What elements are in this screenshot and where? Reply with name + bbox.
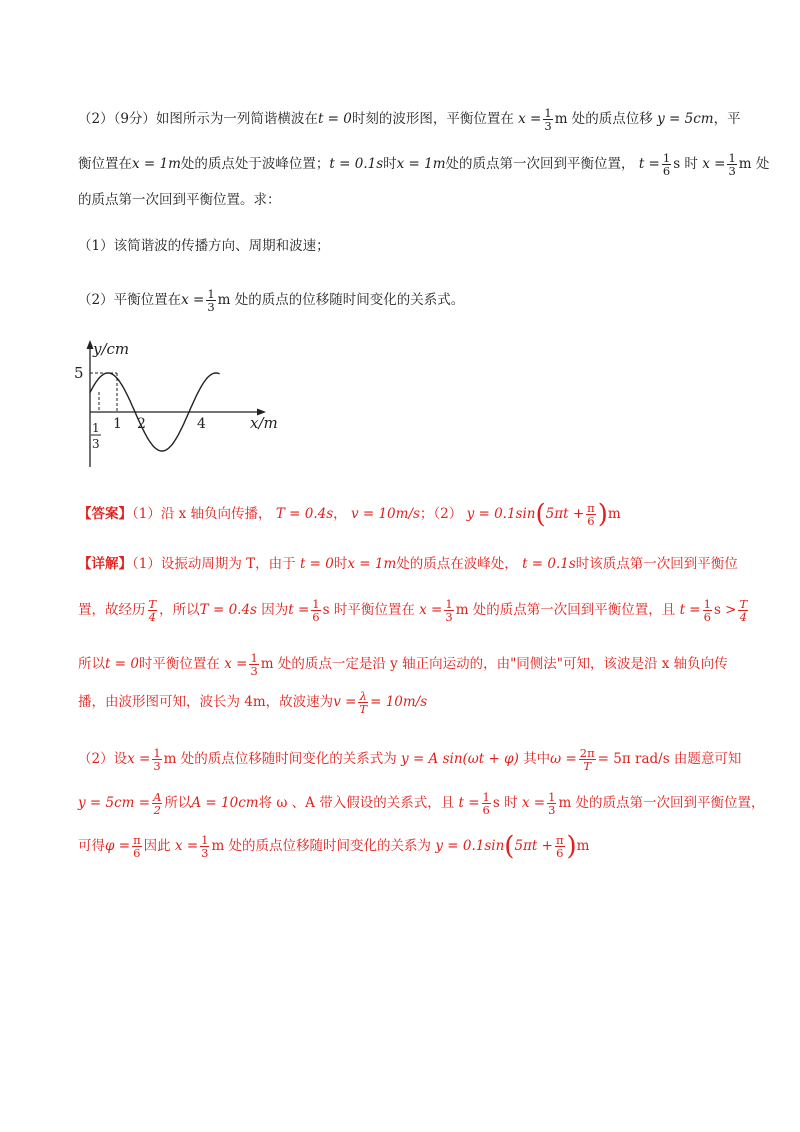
fraction: $\frac{1}{6}$: [703, 597, 711, 624]
math: x = 1m: [347, 556, 397, 572]
fraction: $\frac{\lambda}{T}$: [359, 689, 368, 716]
math: t = 0.1s: [329, 156, 384, 172]
text: m: [576, 838, 590, 854]
fraction: $\frac{\pi}{6}$: [555, 833, 564, 860]
math: y = 0.1sin: [435, 838, 505, 854]
text: 衡位置在: [78, 156, 132, 172]
detail-line-3: [78, 652, 728, 677]
math: v =: [333, 694, 357, 710]
text: 所以: [164, 795, 192, 811]
text: （2）平衡位置在: [78, 292, 182, 308]
math: x =: [518, 111, 542, 127]
math: 5πt +: [545, 506, 585, 522]
text: m 处的质点第一次回到平衡位置，且: [455, 602, 676, 618]
detail-line-1: [78, 554, 738, 574]
text: 其中: [523, 751, 551, 767]
fraction: $\frac{2\pi}{T}$: [579, 746, 595, 773]
x-axis-label: x/m: [250, 414, 278, 432]
math: x =: [521, 795, 546, 811]
tick-4: 4: [197, 416, 206, 432]
text: 可得: [78, 838, 105, 854]
text: 处的质点第一次回到平衡位置，: [445, 156, 635, 172]
math: t =: [458, 795, 480, 811]
text: 时: [383, 156, 397, 172]
math: x =: [127, 751, 151, 767]
question-part-2: [78, 288, 464, 313]
text: 处的质点在波峰处，: [396, 556, 518, 572]
text: （1）该简谐波的传播方向、周期和波速；: [78, 238, 330, 254]
question-line-3: [78, 190, 281, 210]
text: ，平: [713, 111, 741, 127]
text: m 处的质点位移随时间变化的关系式为: [163, 751, 397, 767]
math: t =: [638, 156, 660, 172]
wave-figure: [60, 332, 300, 472]
math: v = 10m/s: [350, 506, 420, 522]
text: 时该质点第一次回到平衡位: [575, 556, 738, 572]
math: x = 1m: [396, 156, 446, 172]
math: φ =: [105, 838, 131, 854]
text: （1）沿 x 轴负向传播，: [132, 506, 272, 522]
text: 置，故经历: [78, 602, 146, 618]
detail-tag: 【详解】: [78, 556, 132, 572]
text: （1）设振动周期为 T，由于: [132, 556, 296, 572]
text: 因此: [143, 838, 171, 854]
math: = 10m/s: [370, 694, 428, 710]
text: 的质点第一次回到平衡位置。求：: [78, 192, 281, 208]
fraction: $\frac{T}{4}$: [148, 597, 157, 624]
fraction: $\frac{1}{3}$: [250, 651, 258, 678]
detail-line-7: 可得φ = $\frac{\pi}{6}$ 因此 x = $\frac{1}{3}$ m 处的质点位移随时间变化的关系为 y = 0.1sin(5πt + $\frac{\pi}{6}$ )m: [78, 831, 590, 862]
math: t =: [288, 602, 310, 618]
question-part-1: [78, 236, 330, 256]
fraction: $\frac{\pi}{6}$: [587, 501, 595, 528]
answer-line: 【答案】（1）沿 x 轴负向传播， T = 0.4s， v = 10m/s；（2） y = 0.1sin(5πt + $\frac{\pi}{6}$ )m: [78, 499, 621, 530]
math: y = A sin(ωt + φ): [401, 751, 519, 767]
text: m 处: [738, 156, 770, 172]
math: T = 0.4s: [275, 506, 334, 522]
text: ；（2）: [419, 506, 463, 522]
text: 时刻的波形图，平衡位置在: [351, 111, 514, 127]
text: 时: [333, 556, 348, 572]
math: x =: [702, 156, 726, 172]
fraction: $\frac{1}{3}$: [201, 833, 209, 860]
text: 因为: [261, 602, 289, 618]
fraction: $\frac{1}{3}$: [544, 106, 552, 133]
fraction: $\frac{1}{3}$: [207, 287, 215, 314]
fraction: $\frac{1}{6}$: [312, 597, 320, 624]
math: y = 5cm =: [78, 795, 151, 811]
answer-tag: 【答案】: [78, 506, 132, 522]
math: t =: [679, 602, 701, 618]
text: s 时: [673, 156, 698, 172]
text: s >: [713, 602, 737, 618]
fraction: $\frac{1}{3}$: [445, 597, 453, 624]
math: x =: [419, 602, 443, 618]
amplitude-label: 5: [74, 364, 84, 382]
text: = 5π rad/s 由题意可知: [597, 751, 742, 767]
text: 处的质点处于波峰位置；: [180, 156, 330, 172]
text: 时平衡位置在: [138, 656, 220, 672]
text: m 处的质点第一次回到平衡位置，: [558, 795, 765, 811]
text: ，所以: [159, 602, 200, 618]
tick-1: 1: [113, 416, 122, 432]
fraction: $\frac{1}{3}$: [153, 746, 161, 773]
detail-line-6: [78, 791, 765, 816]
text: m 处的质点的位移随时间变化的关系式。: [217, 292, 465, 308]
math: y = 5cm: [657, 111, 714, 127]
fraction: $\frac{\pi}{6}$: [133, 833, 141, 860]
question-line-1: [78, 107, 741, 132]
text: m 处的质点位移随时间变化的关系为: [211, 838, 432, 854]
math: x =: [181, 292, 205, 308]
text: 将 ω 、A 带入假设的关系式，且: [258, 795, 455, 811]
tick-third-den: 3: [92, 437, 100, 451]
math: t = 0: [317, 111, 352, 127]
text: （2）（9分）如图所示为一列简谐横波在: [78, 111, 318, 127]
text: m 处的质点一定是沿 y 轴正向运动的，由"同侧法"可知，该波是沿 x 轴负向传: [260, 656, 728, 672]
question-line-2: [78, 152, 769, 177]
detail-line-4: [78, 690, 427, 715]
text: m: [607, 506, 621, 522]
detail-line-5: [78, 747, 741, 772]
math: x =: [174, 838, 199, 854]
fraction: $\frac{1}{6}$: [482, 790, 490, 817]
text: （2）设: [78, 751, 128, 767]
math: x =: [224, 656, 248, 672]
fraction: $\frac{1}{3}$: [728, 151, 736, 178]
math: 5πt +: [514, 838, 553, 854]
math: t = 0.1s: [522, 556, 576, 572]
math: ω =: [550, 751, 577, 767]
math: y = 0.1sin: [466, 506, 536, 522]
tick-third-num: 1: [92, 421, 100, 435]
text: m 处的质点位移: [554, 111, 653, 127]
fraction: $\frac{1}{6}$: [662, 151, 671, 178]
math: A = 10cm: [191, 795, 259, 811]
fraction: $\frac{1}{3}$: [548, 790, 556, 817]
fraction: $\frac{A}{2}$: [153, 790, 162, 817]
text: 播，由波形图可知，波长为 4m，故波速为: [78, 694, 334, 710]
math: T = 0.4s: [199, 602, 257, 618]
text: s 时平衡位置在: [322, 602, 415, 618]
detail-line-2: [78, 598, 750, 623]
math: x = 1m: [132, 156, 181, 172]
math: t = 0: [299, 556, 334, 572]
y-axis-label: y/cm: [93, 340, 130, 358]
text: 所以: [78, 656, 105, 672]
fraction: $\frac{T}{4}$: [739, 597, 748, 624]
math: t = 0: [105, 656, 139, 672]
text: s 时: [492, 795, 518, 811]
tick-2: 2: [137, 416, 146, 432]
